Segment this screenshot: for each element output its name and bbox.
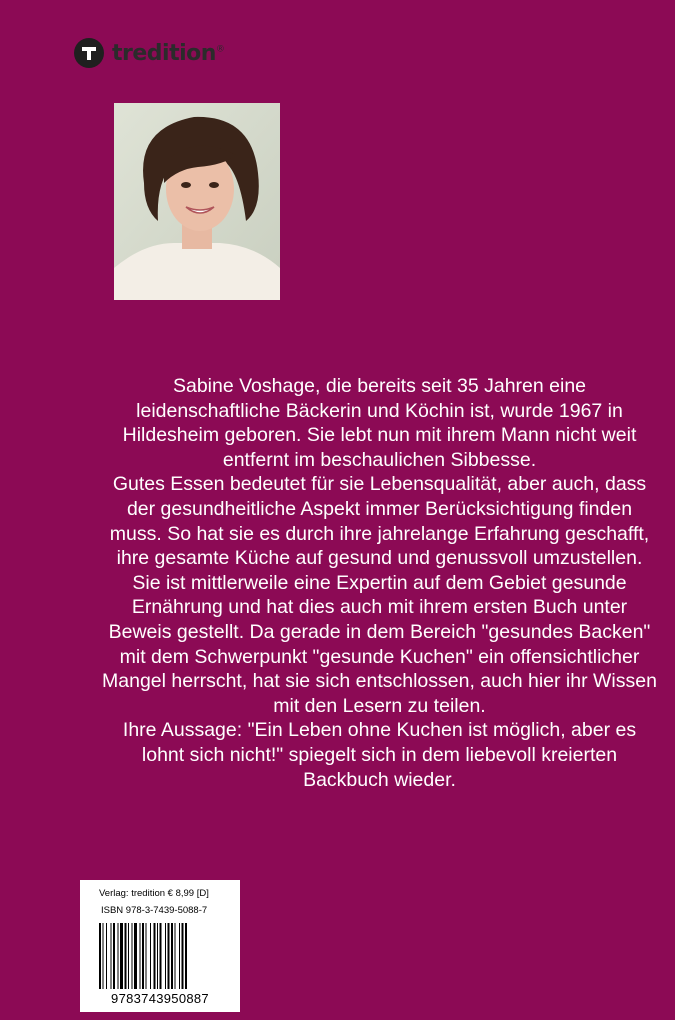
bio-paragraph: Gutes Essen bedeutet für sie Lebensqualität, aber auch, dass der gesundheitliche Aspekt immer Berücksichtigung finden muss. So hat sie es durch ihre jahrelange Erfahrung geschafft, ihre gesamte Küche auf gesund und genussvoll umzustellen. [109,473,650,570]
isbn-number: ISBN 978-3-7439-5088-7 [101,905,208,916]
bio-paragraph: Ihre Aussage: "Ein Leben ohne Kuchen ist möglich, aber es lohnt sich nicht!" spiegelt sich in dem liebevoll kreierten Backbuch wieder. [122,719,637,791]
bio-paragraph: Sie ist mittlerweile eine Expertin auf dem Gebiet gesunde Ernährung und hat dies auch mit ihrem ersten Buch unter Beweis gestellt. Da gerade in dem Bereich "gesundes Backen" mit dem Schwerpunkt "gesunde Kuchen" ein offensichtlicher Mangel herrscht, hat sie sich entschlossen, auch hier ihr Wissen mit den Lesern zu teilen. [102,571,657,717]
brand-name: tredition® [112,40,225,66]
bio-paragraph: Sabine Voshage, die bereits seit 35 Jahren eine leidenschaftliche Bäckerin und Köchin ist, wurde 1967 in Hildesheim geboren. Sie lebt nun mit ihrem Mann nicht weit entfernt im beschaulichen Sibbesse. [122,375,637,471]
author-photo [114,103,280,300]
barcode-icon [99,923,221,989]
author-biography [102,374,657,792]
tredition-logo-icon [74,38,104,68]
publisher-price: Verlag: tredition € 8,99 [D] [99,888,209,899]
tredition-logo [74,38,224,68]
ean-number: 9783743950887 [111,991,209,1006]
barcode-label [80,880,240,1012]
